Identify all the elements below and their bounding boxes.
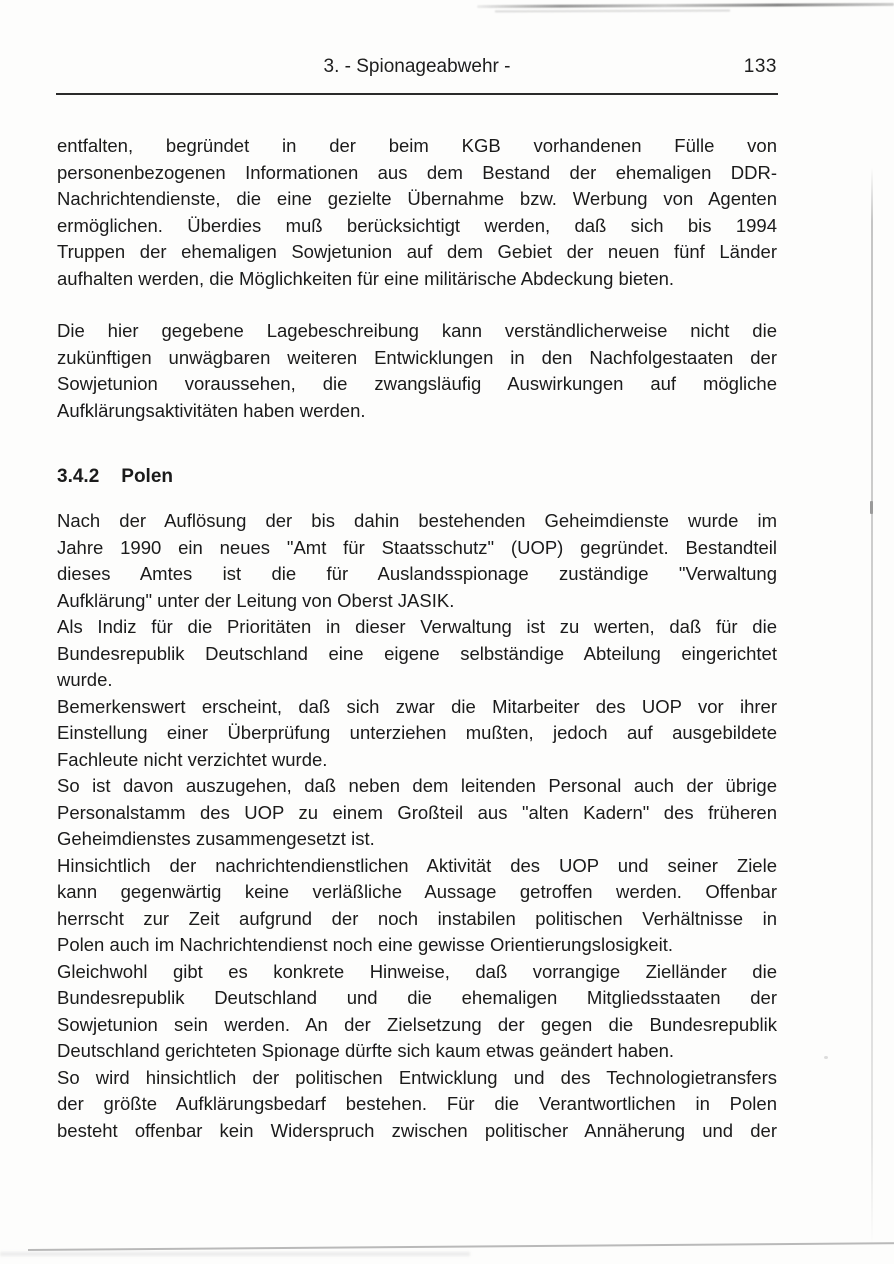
text-line: entfalten, begründet in der beim KGB vorhandenen Fülle von (57, 135, 777, 156)
paragraph (57, 959, 777, 1065)
text-line: Bundesrepublik Deutschland eine eigene selbständige Abteilung eingerichtet (57, 642, 777, 664)
text-line: Aufklärung" unter der Leitung von Oberst JASIK. (57, 589, 455, 611)
text-line: personenbezogenen Informationen aus dem Bestand der ehemaligen DDR- (57, 161, 777, 183)
paragraph (57, 318, 777, 424)
text-line: Gleichwohl gibt es konkrete Hinweise, daß vorrangige Zielländer die (57, 960, 777, 982)
text-line: So wird hinsichtlich der politischen Entwicklung und des Technologietransfers (57, 1066, 777, 1088)
section-title: Polen (121, 466, 173, 487)
text-line: Deutschland gerichteten Spionage dürfte sich kaum etwas geändert haben. (57, 1040, 675, 1061)
text-line: Truppen der ehemaligen Sowjetunion auf dem Gebiet der neuen fünf Länder (57, 241, 777, 262)
text-line: besteht offenbar kein Widerspruch zwischen politischer Annäherung und der (57, 1119, 777, 1141)
scan-artifact-right-tick (870, 501, 873, 514)
text-line: Fachleute nicht verzichtet wurde. (57, 748, 328, 770)
text-line: Nach der Auflösung der bis dahin bestehenden Geheimdienste wurde im (57, 510, 777, 531)
scan-artifact-speck (824, 1056, 828, 1059)
page-body (57, 133, 777, 1144)
page-number: 133 (743, 56, 777, 77)
text-line: Als Indiz für die Prioritäten in dieser Verwaltung ist zu werten, daß für die (57, 616, 777, 637)
text-line: kann gegenwärtig keine verläßliche Aussage getroffen werden. Offenbar (57, 881, 777, 902)
paragraph (57, 853, 777, 959)
text-line: der größte Aufklärungsbedarf bestehen. Für die Verantwortlichen in Polen (57, 1093, 777, 1114)
section-heading (57, 463, 777, 490)
text-line: Hinsichtlich der nachrichtendienstlichen Aktivität des UOP und seiner Ziele (57, 854, 777, 876)
text-line: Die hier gegebene Lagebeschreibung kann verständlicherweise nicht die (57, 320, 777, 341)
paragraph (57, 508, 777, 614)
scan-artifact-bottom-edge (28, 1242, 894, 1251)
text-line: Sowjetunion voraussehen, die zwangsläufig Auswirkungen auf mögliche (57, 373, 777, 394)
text-line: zukünftigen unwägbaren weiteren Entwicklungen in den Nachfolgestaaten der (57, 346, 777, 368)
text-line: Sowjetunion sein werden. An der Zielsetzung der gegen die Bundesrepublik (57, 1013, 777, 1035)
text-line: aufhalten werden, die Möglichkeiten für eine militärische Abdeckung bieten. (57, 267, 675, 289)
scan-artifact-top-streak (477, 3, 894, 8)
section-number: 3.4.2 (57, 466, 100, 487)
text-line: Aufklärungsaktivitäten haben werden. (57, 399, 366, 421)
text-line: ermöglichen. Überdies muß berücksichtigt werden, daß sich bis 1994 (57, 214, 777, 236)
running-title: 3. - Spionageabwehr - (323, 56, 511, 77)
scan-artifact-right-line (871, 168, 873, 1246)
text-line: Polen auch im Nachrichtendienst noch eine gewisse Orientierungslosigkeit. (57, 934, 673, 955)
paragraph (57, 1065, 777, 1145)
text-line: dieses Amtes ist die für Auslandsspionage zuständige "Verwaltung (57, 563, 777, 584)
text-line: Einstellung einer Überprüfung unterziehen mußten, jedoch auf ausgebildete (57, 722, 777, 743)
text-line: Bundesrepublik Deutschland und die ehemaligen Mitgliedsstaaten der (57, 987, 777, 1008)
text-line: Geheimdienstes zusammengesetzt ist. (57, 828, 375, 849)
paragraph (57, 133, 777, 292)
text-line: Personalstamm des UOP zu einem Großteil aus "alten Kadern" des früheren (57, 801, 777, 823)
text-line: Jahre 1990 ein neues "Amt für Staatsschutz" (UOP) gegründet. Bestandteil (57, 536, 777, 558)
scan-artifact-top-streak-faint (495, 10, 730, 13)
text-line: Nachrichtendienste, die eine gezielte Übernahme bzw. Werbung von Agenten (57, 188, 777, 209)
text-line: Bemerkenswert erscheint, daß sich zwar die Mitarbeiter des UOP vor ihrer (57, 695, 777, 717)
text-line: herrscht zur Zeit aufgrund der noch instabilen politischen Verhältnisse in (57, 907, 777, 929)
paragraph (57, 614, 777, 694)
text-line: wurde. (57, 669, 113, 690)
paragraph (57, 773, 777, 853)
page-header (57, 56, 777, 82)
header-rule (56, 93, 778, 95)
paragraph (57, 694, 777, 774)
scan-artifact-bottom-shadow (0, 1252, 470, 1256)
text-line: So ist davon auszugehen, daß neben dem leitenden Personal auch der übrige (57, 775, 777, 796)
